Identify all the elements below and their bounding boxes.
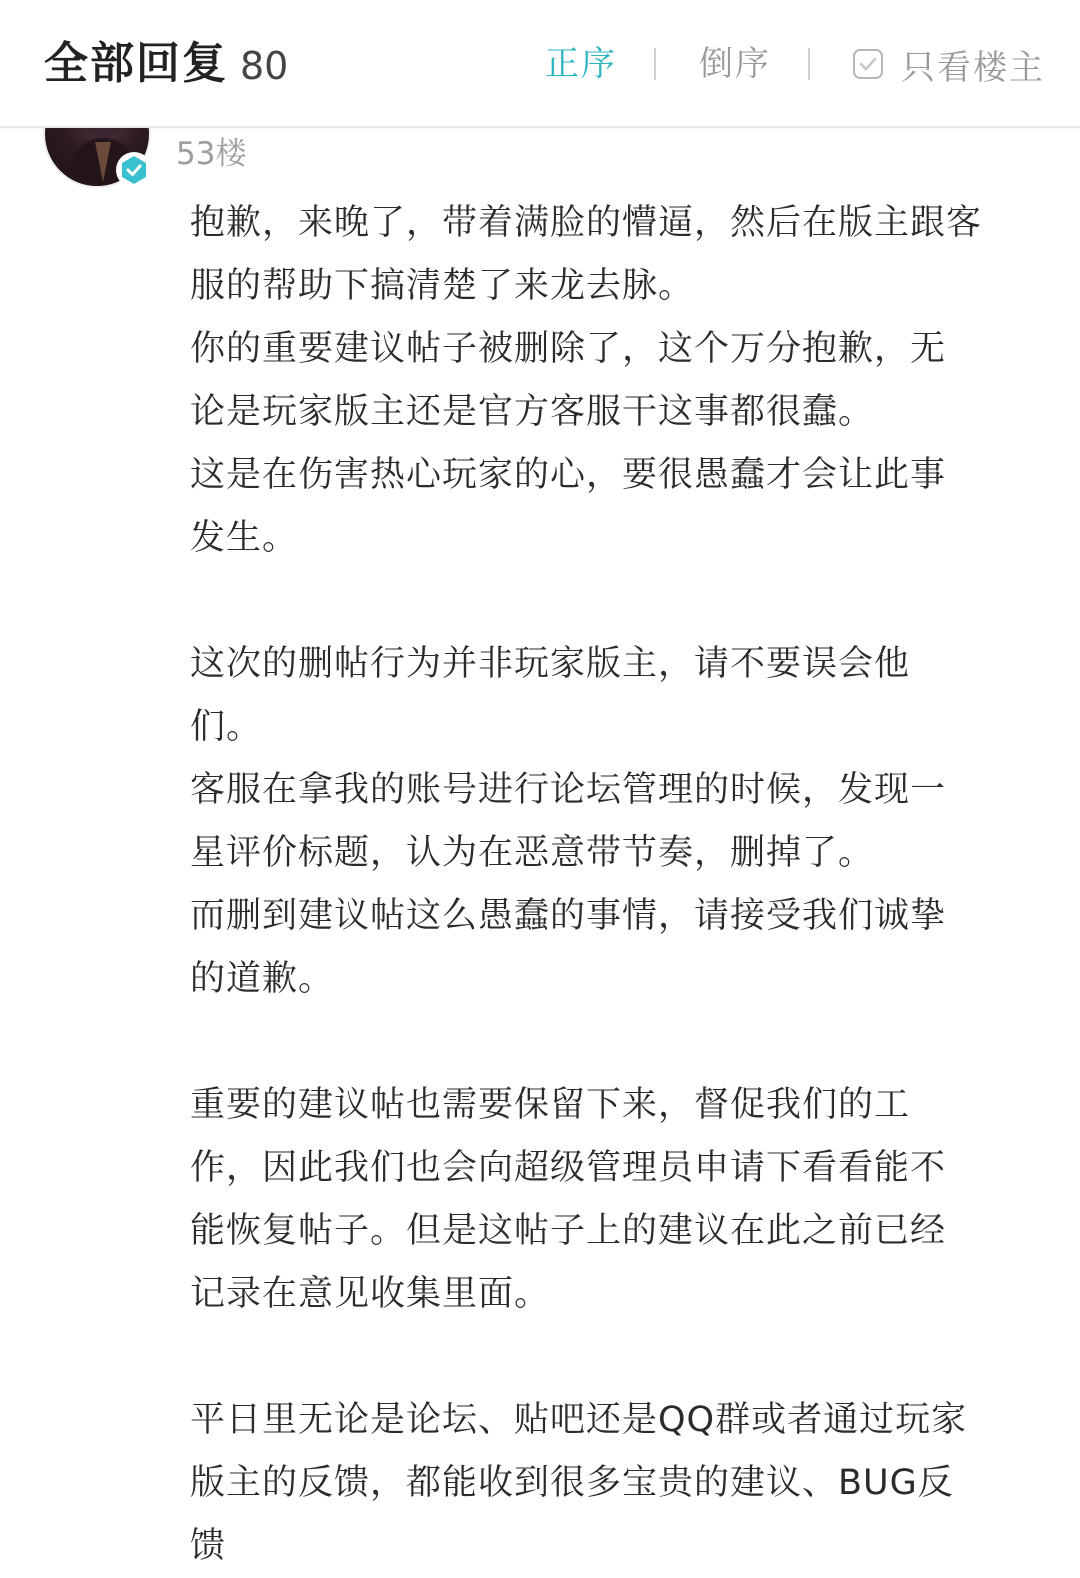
post-text-line: 这是在伤害热心玩家的心，要很愚蠢才会让此事 <box>190 455 947 495</box>
paragraph-spacer <box>190 1011 1030 1074</box>
post-text-line: 服的帮助下搞清楚了来龙去脉。 <box>190 266 695 306</box>
only-op-label: 只看楼主 <box>901 47 1045 88</box>
post-text-line: 记录在意见收集里面。 <box>190 1274 551 1314</box>
post-content <box>190 192 1030 1578</box>
post-text-line: 重要的建议帖也需要保留下来，督促我们的工 <box>190 1085 911 1125</box>
paragraph-spacer <box>190 1326 1030 1389</box>
only-op-toggle[interactable] <box>853 40 1045 88</box>
reply-header <box>0 0 1080 128</box>
post-text-line: 们。 <box>190 707 263 747</box>
all-replies-title: 全部回复 <box>44 38 228 89</box>
paragraph-spacer <box>190 570 1030 633</box>
post-text-line: 版主的反馈，都能收到很多宝贵的建议、BUG反 <box>190 1463 954 1503</box>
post-text-line: 作，因此我们也会向超级管理员申请下看看能不 <box>190 1148 947 1188</box>
divider <box>808 48 810 80</box>
sort-ascending-button[interactable]: 正序 <box>545 44 617 84</box>
post-text-line: 论是玩家版主还是官方客服干这事都很蠢。 <box>190 392 875 432</box>
post-text-line: 平日里无论是论坛、贴吧还是QQ群或者通过玩家 <box>190 1400 968 1440</box>
checkbox-icon[interactable] <box>853 49 883 79</box>
post-text-line: 而删到建议帖这么愚蠢的事情，请接受我们诚挚 <box>190 896 947 936</box>
post-text-line: 客服在拿我的账号进行论坛管理的时候，发现一 <box>190 770 947 810</box>
post-text-line: 的道歉。 <box>190 959 335 999</box>
reply-count: 80 <box>240 44 289 88</box>
post-text-line: 这次的删帖行为并非玩家版主，请不要误会他 <box>190 644 911 684</box>
sort-descending-button[interactable]: 倒序 <box>699 44 771 84</box>
divider <box>654 48 656 80</box>
post-text-line: 抱歉，来晚了，带着满脸的懵逼，然后在版主跟客 <box>190 203 983 243</box>
post-text-line: 星评价标题，认为在恶意带节奏，删掉了。 <box>190 833 875 873</box>
verified-badge-icon <box>116 152 152 188</box>
post-text-line: 你的重要建议帖子被删除了，这个万分抱歉，无 <box>190 329 947 369</box>
post-text-line: 能恢复帖子。但是这帖子上的建议在此之前已经 <box>190 1211 947 1251</box>
post-text-line: 发生。 <box>190 518 299 558</box>
post-text-line: 馈 <box>190 1526 227 1566</box>
floor-number: 53楼 <box>176 136 247 172</box>
